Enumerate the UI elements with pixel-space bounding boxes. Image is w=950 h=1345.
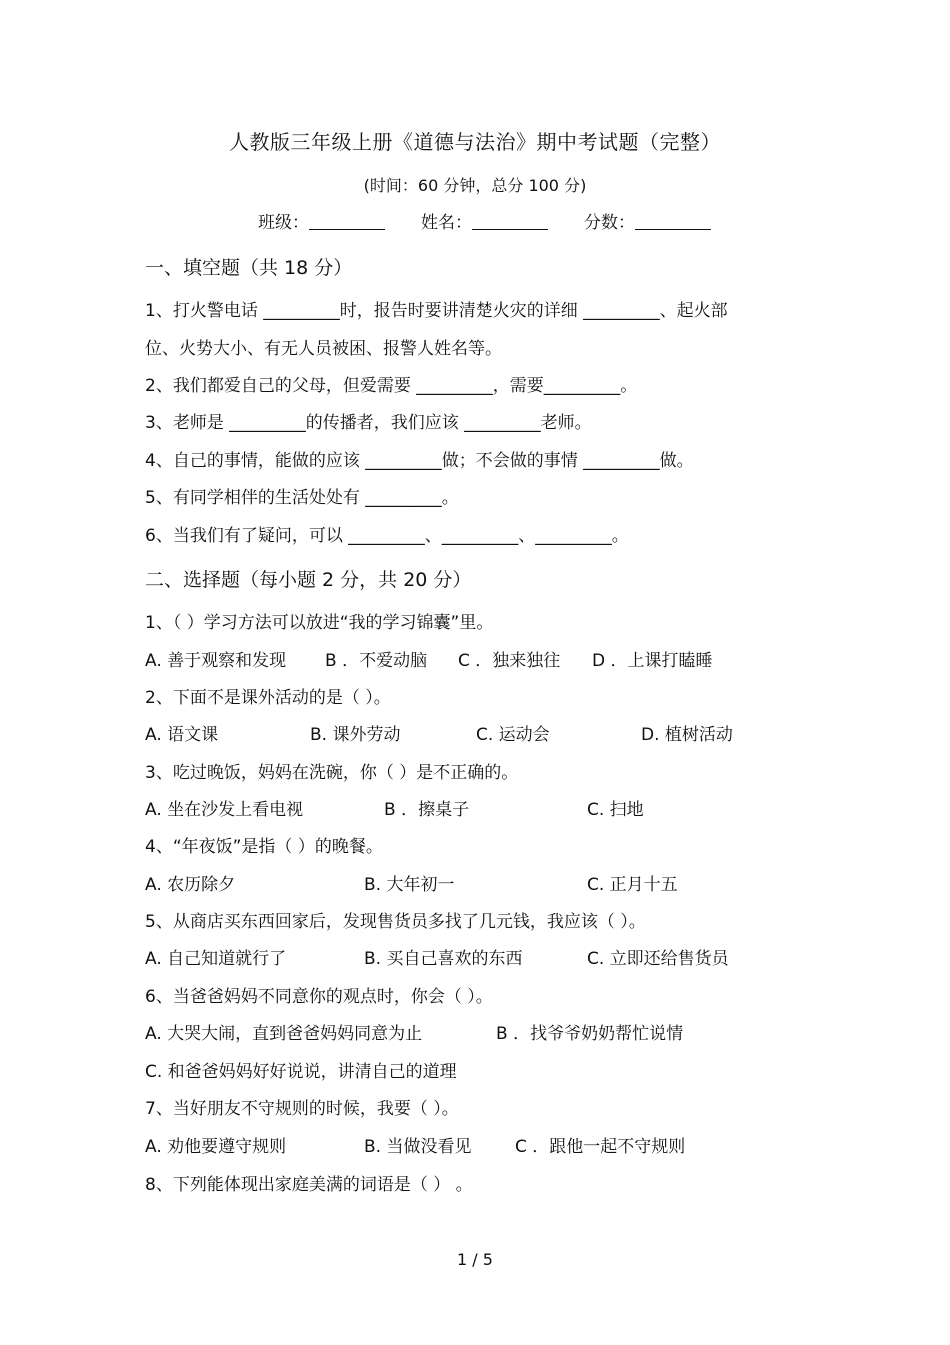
q2-option-d: D. 植树活动 bbox=[641, 725, 733, 745]
q7-option-c: C ．跟他一起不守规则 bbox=[515, 1137, 686, 1157]
choice-question-2: 2、下面不是课外活动的是（ ）。 bbox=[145, 688, 391, 708]
page-number: 1 / 5 bbox=[457, 1250, 493, 1269]
fill-question-4: 4、自己的事情，能做的应该 _________做；不会做的事情 _________做。 bbox=[145, 451, 694, 471]
q4-option-a: A. 农历除夕 bbox=[145, 875, 236, 895]
choice-question-1: 1、（ ）学习方法可以放进“我的学习锦囊”里。 bbox=[145, 613, 494, 633]
q4-option-b: B. 大年初一 bbox=[364, 875, 455, 895]
student-info-line bbox=[258, 213, 711, 233]
choice-question-7: 7、当好朋友不守规则的时候，我要（ ）。 bbox=[145, 1099, 459, 1119]
q3-option-b: B ．擦桌子 bbox=[384, 800, 470, 820]
q1-option-c: C ．独来独往 bbox=[458, 651, 561, 671]
name-blank bbox=[472, 213, 548, 230]
choice-question-5: 5、从商店买东西回家后，发现售货员多找了几元钱，我应该（ ）。 bbox=[145, 912, 646, 932]
q1-option-d: D ．上课打瞌睡 bbox=[592, 651, 713, 671]
fill-question-6: 6、当我们有了疑问，可以 _________、_________、_________。 bbox=[145, 526, 629, 546]
q4-option-c: C. 正月十五 bbox=[587, 875, 678, 895]
q7-option-b: B. 当做没看见 bbox=[364, 1137, 472, 1157]
choice-question-4: 4、“年夜饭”是指（ ）的晚餐。 bbox=[145, 837, 383, 857]
q6-option-c: C. 和爸爸妈妈好好说说，讲清自己的道理 bbox=[145, 1062, 457, 1082]
q2-option-b: B. 课外劳动 bbox=[310, 725, 401, 745]
q1-option-b: B ．不爱动脑 bbox=[325, 651, 428, 671]
fill-question-3: 3、老师是 _________的传播者，我们应该 _________老师。 bbox=[145, 413, 592, 433]
q5-option-c: C. 立即还给售货员 bbox=[587, 949, 729, 969]
score-blank bbox=[635, 213, 711, 230]
fill-question-2: 2、我们都爱自己的父母，但爱需要 _________，需要_________。 bbox=[145, 376, 638, 396]
fill-question-1b: 位、火势大小、有无人员被困、报警人姓名等。 bbox=[145, 339, 502, 359]
section-choice-heading: 二、选择题（每小题 2 分，共 20 分） bbox=[145, 569, 472, 591]
score-label: 分数： bbox=[584, 213, 635, 233]
name-label: 姓名： bbox=[421, 213, 472, 233]
choice-question-6: 6、当爸爸妈妈不同意你的观点时，你会（ ）。 bbox=[145, 987, 493, 1007]
q5-option-a: A. 自己知道就行了 bbox=[145, 949, 287, 969]
q5-option-b: B. 买自己喜欢的东西 bbox=[364, 949, 523, 969]
q6-option-b: B ．找爷爷奶奶帮忙说情 bbox=[496, 1024, 684, 1044]
choice-question-3: 3、吃过晚饭，妈妈在洗碗，你（ ）是不正确的。 bbox=[145, 763, 519, 783]
q2-option-a: A. 语文课 bbox=[145, 725, 219, 745]
q2-option-c: C. 运动会 bbox=[476, 725, 550, 745]
exam-time-info: (时间：60 分钟，总分 100 分) bbox=[363, 176, 587, 195]
class-blank bbox=[309, 213, 385, 230]
q7-option-a: A. 劝他要遵守规则 bbox=[145, 1137, 287, 1157]
q6-option-a: A. 大哭大闹，直到爸爸妈妈同意为止 bbox=[145, 1024, 423, 1044]
class-label: 班级： bbox=[258, 213, 309, 233]
fill-question-1a: 1、打火警电话 _________时，报告时要讲清楚火灾的详细 _________、起火部 bbox=[145, 301, 728, 321]
q3-option-c: C. 扫地 bbox=[587, 800, 644, 820]
choice-question-8: 8、下列能体现出家庭美满的词语是（ ） 。 bbox=[145, 1175, 473, 1195]
q3-option-a: A. 坐在沙发上看电视 bbox=[145, 800, 304, 820]
page-title: 人教版三年级上册《道德与法治》期中考试题（完整） bbox=[229, 130, 721, 154]
q1-option-a: A. 善于观察和发现 bbox=[145, 651, 287, 671]
section-fill-in-heading: 一、填空题（共 18 分） bbox=[145, 257, 353, 279]
fill-question-5: 5、有同学相伴的生活处处有 _________。 bbox=[145, 488, 459, 508]
